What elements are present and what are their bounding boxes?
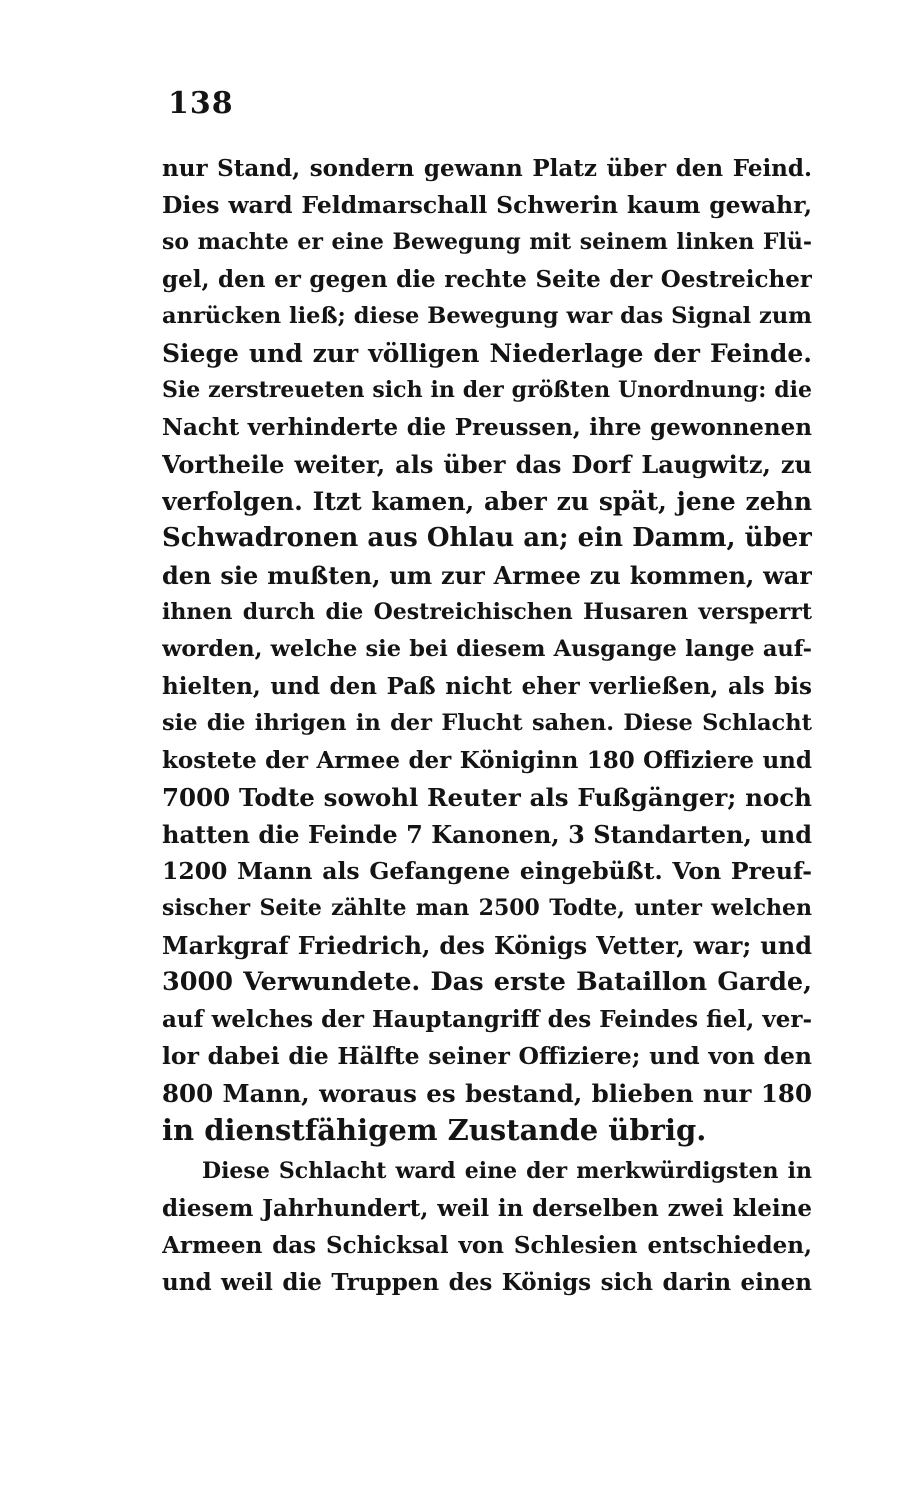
text-line: ihnen durch die Oestreichischen Husaren versperrt xyxy=(162,599,812,625)
text-line: anrücken ließ; diese Bewegung war das Signal zum xyxy=(162,303,812,329)
text-line: hielten, und den Paß nicht eher verließen, als bis xyxy=(162,673,812,700)
text-line: gel, den er gegen die rechte Seite der Oestreicher xyxy=(162,266,812,293)
text-line: Dies ward Feldmarschall Schwerin kaum gewahr, xyxy=(162,191,812,219)
text-line: lor dabei die Hälfte seiner Offiziere; und von den xyxy=(162,1042,812,1070)
text-line: hatten die Feinde 7 Kanonen, 3 Standarten, und xyxy=(162,820,812,849)
text-line: in dienstfähigem Zustande übrig. xyxy=(162,1113,707,1147)
text-line: kostete der Armee der Königinn 180 Offiziere und xyxy=(162,747,812,774)
text-line: Vortheile weiter, als über das Dorf Laugwitz, zu xyxy=(162,450,812,479)
text-line: Diese Schlacht ward eine der merkwürdigsten in xyxy=(202,1158,812,1184)
text-line: 3000 Verwundete. Das erste Bataillon Garde, xyxy=(162,967,812,997)
text-line: sischer Seite zählte man 2500 Todte, unter welchen xyxy=(162,895,812,921)
text-line: Schwadronen aus Ohlau an; ein Damm, über xyxy=(162,523,812,553)
text-line: Nacht verhinderte die Preussen, ihre gewonnenen xyxy=(162,414,812,441)
text-line: auf welches der Hauptangriff des Feindes fiel, ver- xyxy=(162,1006,812,1033)
body-text xyxy=(162,150,812,1301)
paragraph-1 xyxy=(162,150,812,1149)
text-line: worden, welche sie bei diesem Ausgange lange auf- xyxy=(162,636,812,662)
text-line: und weil die Truppen des Königs sich darin einen xyxy=(162,1269,812,1296)
text-line: Siege und zur völligen Niederlage der Feinde. xyxy=(162,339,812,368)
paragraph-2 xyxy=(162,1153,812,1301)
text-line: 800 Mann, woraus es bestand, blieben nur 180 xyxy=(162,1079,812,1108)
text-line: Sie zerstreueten sich in der größten Unordnung: die xyxy=(162,377,812,403)
text-line: Markgraf Friedrich, des Königs Vetter, war; und xyxy=(162,931,812,960)
text-line: verfolgen. Itzt kamen, aber zu spät, jene zehn xyxy=(162,487,812,516)
text-line: Armeen das Schicksal von Schlesien entschieden, xyxy=(162,1232,812,1259)
text-line: so machte er eine Bewegung mit seinem linken Flü- xyxy=(162,229,812,255)
text-line: 1200 Mann als Gefangene eingebüßt. Von Preuf- xyxy=(162,857,812,885)
text-line: nur Stand, sondern gewann Platz über den Feind. xyxy=(162,155,812,182)
text-line: 7000 Todte sowohl Reuter als Fußgänger; noch xyxy=(162,783,812,812)
text-line: diesem Jahrhundert, weil in derselben zwei kleine xyxy=(162,1195,812,1222)
text-line: den sie mußten, um zur Armee zu kommen, war xyxy=(162,561,812,590)
page-number: 138 xyxy=(168,86,234,121)
text-line: sie die ihrigen in der Flucht sahen. Diese Schlacht xyxy=(162,710,812,736)
